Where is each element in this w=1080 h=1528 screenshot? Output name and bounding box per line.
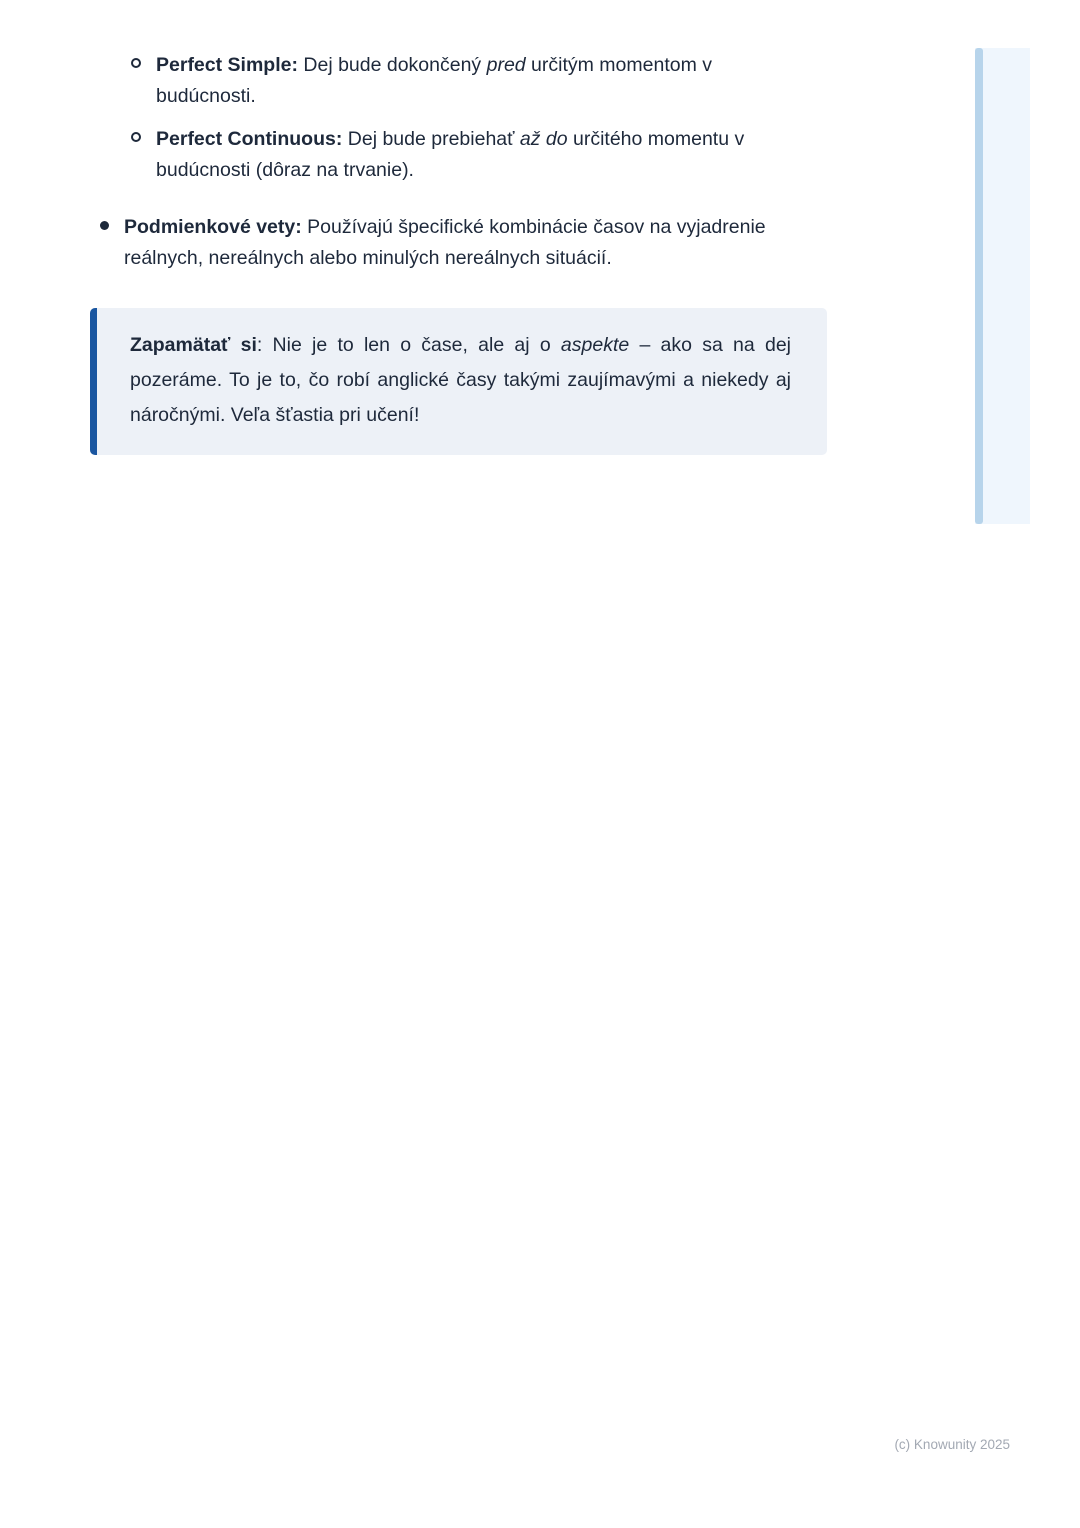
list-item xyxy=(131,124,816,186)
hollow-bullet-icon xyxy=(131,132,141,142)
side-panel xyxy=(975,48,1030,524)
italic-text: pred xyxy=(486,54,526,76)
scrollbar-strip[interactable] xyxy=(975,48,983,524)
text-segment: určitým momentom v budúcnosti. xyxy=(156,54,713,107)
term-label: Perfect Continuous: xyxy=(156,128,343,150)
list-item-text xyxy=(156,50,816,112)
text-segment: : Nie je to len o čase, ale aj o xyxy=(256,334,561,356)
term-label: Podmienkové vety: xyxy=(124,216,302,238)
text-segment: Dej bude dokončený xyxy=(297,54,487,76)
callout-text xyxy=(130,328,791,433)
callout-label: Zapamätať si xyxy=(130,334,257,356)
term-label: Perfect Simple: xyxy=(156,54,298,76)
hollow-bullet-icon xyxy=(131,58,141,68)
list-item-text xyxy=(156,124,816,186)
text-segment: Dej bude prebiehať xyxy=(342,128,520,150)
italic-text: až do xyxy=(519,128,568,150)
text-segment: Používajú špecifické kombinácie časov na vyjadrenie reálnych, nereálnych alebo minulých nereálnych situácií. xyxy=(124,216,766,269)
list-item-text xyxy=(124,212,796,274)
list-item xyxy=(100,212,796,274)
note-callout xyxy=(90,308,827,455)
list-item xyxy=(131,50,816,112)
filled-bullet-icon xyxy=(100,221,109,230)
footer-credit: (c) Knowunity 2025 xyxy=(894,1437,1010,1452)
text-segment: – ako sa na dej pozeráme. To je to, čo robí anglické časy takými zaujímavými a niekedy aj náročnými. Veľa šťastia pri učení! xyxy=(130,334,791,426)
italic-text: aspekte xyxy=(560,334,630,356)
text-segment: určitého momentu v budúcnosti (dôraz na trvanie). xyxy=(156,128,745,181)
